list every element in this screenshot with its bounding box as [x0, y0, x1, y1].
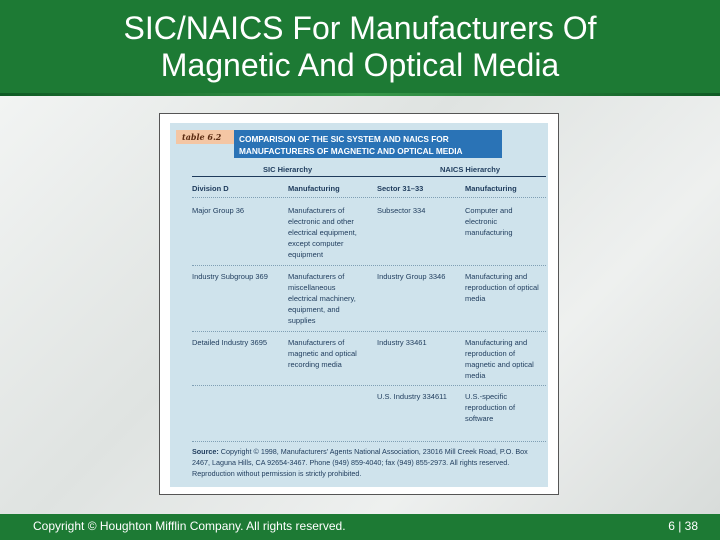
row-divider	[192, 441, 546, 442]
header-cell: Manufacturing	[288, 184, 340, 193]
row-divider	[192, 265, 546, 266]
table-cell: Industry Subgroup 369	[192, 272, 268, 281]
table-source-note	[192, 447, 542, 479]
comparison-table	[170, 123, 548, 487]
table-cell: Industry Group 3346	[377, 272, 446, 281]
row-divider	[192, 197, 546, 198]
table-cell: Manufacturers of electronic and other electrical equipment, except computer equipment	[288, 206, 357, 259]
table-cell: Manufacturers of miscellaneous electrical machinery, equipment, and supplies	[288, 272, 356, 325]
table-cell: U.S. Industry 334611	[377, 392, 447, 401]
footer-bar	[0, 514, 720, 540]
table-cell: Major Group 36	[192, 206, 245, 215]
table-cell: Computer and electronic manufacturing	[465, 206, 513, 237]
slide-title-line-1: SIC/NAICS For Manufacturers Of	[123, 10, 597, 46]
table-cell: Manufacturing and reproduction of magnetic and optical media	[465, 338, 534, 380]
table-caption-line-2: MANUFACTURERS OF MAGNETIC AND OPTICAL MEDIA	[239, 146, 463, 156]
row-divider	[192, 331, 546, 332]
table-number-tag: table 6.2	[176, 130, 234, 144]
naics-hierarchy-heading: NAICS Hierarchy	[440, 165, 501, 174]
page-number: 6 | 38	[668, 519, 698, 533]
header-cell: Manufacturing	[465, 184, 517, 193]
heading-rule	[192, 176, 546, 177]
source-text: Copyright © 1998, Manufacturers' Agents National Association, 23016 Mill Creek Road, P.O. Box 2467, Laguna Hills, CA 92654-3467. Phone (949) 859-4040; fax (949) 855-2973. All rights reserved. Reproduction without permission is strictly prohibited.	[192, 447, 528, 478]
source-label: Source:	[192, 447, 219, 456]
table-cell: Detailed Industry 3695	[192, 338, 268, 347]
slide-title-line-2: Magnetic And Optical Media	[160, 47, 560, 83]
table-cell: U.S.-specific reproduction of software	[465, 392, 516, 423]
row-divider	[192, 385, 546, 386]
table-caption	[234, 130, 502, 158]
table-cell: Manufacturers of magnetic and optical recording media	[288, 338, 357, 369]
title-bar	[0, 0, 720, 96]
table-cell: Industry 33461	[377, 338, 427, 347]
table-image-frame	[159, 113, 559, 495]
table-caption-line-1: COMPARISON OF THE SIC SYSTEM AND NAICS FOR	[239, 134, 449, 144]
slide-title	[20, 10, 700, 84]
sic-hierarchy-heading: SIC Hierarchy	[263, 165, 313, 174]
header-cell: Division D	[192, 184, 229, 193]
copyright-notice: Copyright © Houghton Mifflin Company. All rights reserved.	[33, 519, 346, 533]
header-cell: Sector 31–33	[377, 184, 424, 193]
table-cell: Manufacturing and reproduction of optical media	[465, 272, 539, 303]
table-cell: Subsector 334	[377, 206, 426, 215]
